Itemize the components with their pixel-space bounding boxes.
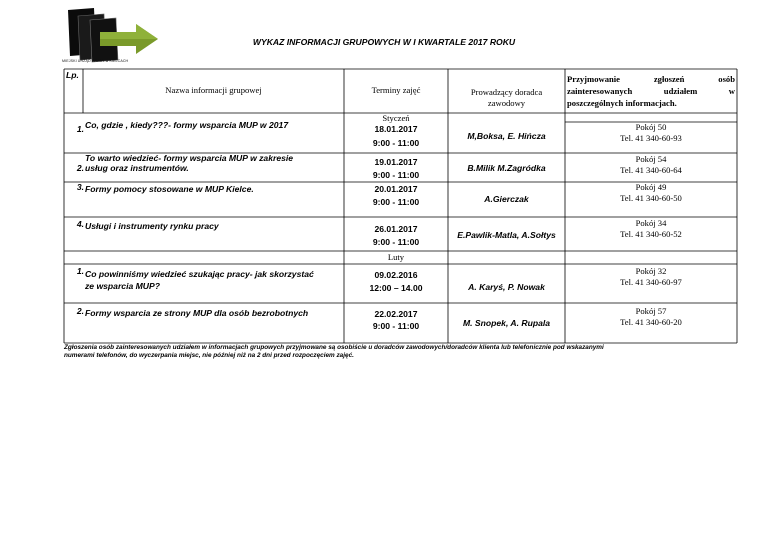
row-title: Co, gdzie , kiedy???- formy wsparcia MUP w 2017 — [85, 120, 289, 130]
row-advisor: M,Boksa, E. Hińcza — [467, 131, 546, 141]
row-phone: Tel. 41 340-60-93 — [620, 133, 682, 143]
row-date: 26.01.2017 — [374, 224, 418, 234]
row-advisor: E.Pawlik-Matla, A.Sołtys — [457, 230, 556, 240]
header-advisor-line1: Prowadzący doradca — [470, 87, 543, 97]
row-phone: Tel. 41 340-60-50 — [620, 193, 682, 203]
document-title: WYKAZ INFORMACJI GRUPOWYCH W I KWARTALE 2017 ROKU — [252, 37, 516, 47]
row-time: 9:00 - 11:00 — [372, 138, 420, 148]
header-dates: Terminy zajęć — [371, 85, 421, 95]
row-room: Pokój 57 — [635, 306, 667, 316]
row-title-line2: ze wsparcia MUP? — [85, 281, 160, 291]
row-date: 19.01.2017 — [374, 157, 418, 167]
row-time: 9:00 - 11:00 — [372, 197, 420, 207]
row-number: 1. — [76, 266, 84, 276]
header-registration-line1: Przyjmowanie zgłoszeń osób — [567, 74, 735, 84]
row-room: Pokój 34 — [635, 218, 667, 228]
header-registration-line3: poszczególnych informacjach. — [567, 98, 677, 108]
row-time: 9:00 - 11:00 — [372, 321, 420, 331]
row-advisor: M. Snopek, A. Rupala — [462, 318, 551, 328]
row-title: Co powinniśmy wiedzieć szukając pracy- jak skorzystać — [85, 269, 314, 279]
row-phone: Tel. 41 340-60-97 — [620, 277, 682, 287]
row-room: Pokój 50 — [635, 122, 667, 132]
row-title-line2: usług oraz instrumentów. — [85, 163, 189, 173]
row-time: 12:00 – 14.00 — [369, 283, 423, 293]
month-label-january: Styczeń — [382, 113, 410, 123]
row-phone: Tel. 41 340-60-52 — [620, 229, 682, 239]
row-title: Formy pomocy stosowane w MUP Kielce. — [85, 184, 254, 194]
row-date: 09.02.2016 — [374, 270, 418, 280]
footnote — [64, 344, 754, 361]
row-date: 22.02.2017 — [374, 309, 418, 319]
footnote-line2: numerami telefonów, do wyczerpania miejsc, nie później niż na 2 dni przed rozpoczęciem zajęć. — [64, 352, 354, 360]
header-lp: Lp. — [66, 70, 79, 80]
row-number: 3. — [76, 182, 84, 192]
row-number: 2. — [76, 306, 84, 316]
row-number: 4. — [76, 219, 84, 229]
row-room: Pokój 49 — [635, 182, 667, 192]
row-room: Pokój 54 — [635, 154, 667, 164]
logo-caption: MIEJSKI URZĄD PRACY w KIELCACH — [62, 59, 129, 63]
row-phone: Tel. 41 340-60-20 — [620, 317, 682, 327]
header-advisor-line2: zawodowy — [487, 98, 526, 108]
row-time: 9:00 - 11:00 — [372, 170, 420, 180]
row-room: Pokój 32 — [635, 266, 667, 276]
row-date: 20.01.2017 — [374, 184, 418, 194]
row-number: 1. — [76, 124, 84, 134]
row-time: 9:00 - 11:00 — [372, 237, 420, 247]
header-registration-line2: zainteresowanych udziałem w — [567, 86, 735, 96]
row-advisor: A. Karyś, P. Nowak — [468, 282, 545, 292]
row-advisor: A.Gierczak — [484, 194, 529, 204]
month-label-february: Luty — [387, 252, 405, 262]
row-title: Formy wsparcia ze strony MUP dla osób bezrobotnych — [85, 308, 309, 318]
row-title: To warto wiedzieć- formy wsparcia MUP w zakresie — [85, 153, 294, 163]
row-number: 2. — [76, 163, 84, 173]
footnote-line1: Zgłoszenia osób zainteresowanych udziałem w informacjach grupowych przyjmowane są osobiście u doradców zawodowych/doradców klienta lub telefonicznie pod wskazanymi — [64, 344, 604, 351]
row-date: 18.01.2017 — [374, 124, 418, 134]
row-title: Usługi i instrumenty rynku pracy — [85, 221, 219, 231]
header-name: Nazwa informacji grupowej — [165, 85, 262, 95]
row-advisor: B.Milik M.Zagródka — [467, 163, 546, 173]
row-phone: Tel. 41 340-60-64 — [620, 165, 682, 175]
